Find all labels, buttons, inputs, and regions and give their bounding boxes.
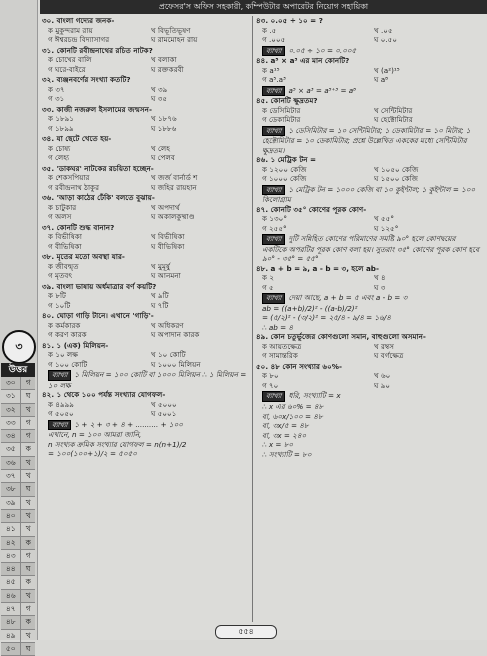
answer-letter: ক	[25, 537, 31, 547]
option: গ ১০টি	[48, 300, 71, 310]
answer-letter: ক	[25, 444, 31, 454]
options	[256, 165, 482, 184]
option: ক ৮০	[262, 371, 279, 381]
options	[42, 400, 250, 419]
option: ঘ ৯০	[374, 380, 391, 390]
explanation	[256, 185, 482, 205]
question-text: ৫০. ৪৮ কোন সংখ্যার ৬০%-	[256, 361, 342, 371]
explanation-label: ব্যাখ্যা	[262, 293, 285, 304]
answer-letter: খ	[25, 404, 31, 414]
options	[256, 66, 482, 85]
answer-number: ৪৯	[1, 630, 21, 642]
option: ঘ বীভিষিকা	[151, 241, 185, 251]
answer-row	[1, 630, 35, 643]
answer-number: ৪৩	[1, 550, 21, 562]
explanation	[256, 450, 482, 460]
question-block	[256, 362, 482, 391]
option: ক ৩৭	[48, 84, 65, 94]
option: ঘ ৭টি	[151, 300, 169, 310]
question-block	[256, 205, 482, 234]
answer-letter: খ	[25, 524, 31, 534]
explanation-text: = (৫/২)² - (৩/২)² = ২৫/৪ - ৯/৪ = ১৬/৪	[262, 313, 391, 323]
options	[42, 26, 250, 45]
question-text: ৩৯. বাংলা ভাষায় অর্ধমাত্রার বর্ণ কয়টি?	[42, 281, 157, 291]
explanation-text: বা, ৩x = ২৪০	[262, 430, 307, 440]
question-block	[42, 390, 250, 419]
option: খ ১৮৭৬	[151, 114, 177, 123]
question-text: ৩২. ব্যঞ্জনবর্ণের সংখ্যা কতটি?	[42, 75, 131, 84]
options	[256, 371, 482, 390]
answer-letter: খ	[25, 497, 31, 507]
option: ঘ ১৫০০ কেজি	[374, 174, 419, 184]
option: ক চোখের বালি	[48, 55, 92, 64]
option: খ রম্বস	[374, 341, 394, 351]
explanation-text: বা, ৬০x/১০০ = ৪৮	[262, 411, 323, 421]
answer-letter: খ	[25, 457, 31, 467]
answer-row	[1, 576, 35, 589]
option: ক ১৩০°	[262, 214, 287, 224]
answer-number: ৩৮	[1, 483, 21, 495]
option: খ ৫০০০	[151, 399, 177, 409]
options	[42, 350, 250, 369]
explanation	[256, 402, 482, 412]
options	[42, 321, 250, 340]
explanation-label: ব্যাখ্যা	[262, 391, 285, 402]
option: ক ৪৯৯৯	[48, 399, 74, 409]
options	[42, 203, 250, 222]
option: খ অধিকরণ	[151, 320, 184, 330]
option: ঘ অপাদান কারক	[151, 330, 200, 339]
question-text: ৪০. ঘোড়া গাড়ি টানে। এখানে 'গাড়ি'-	[42, 311, 154, 320]
question-text: ৪২. ১ থেকে ১০০ পর্যন্ত সংখ্যার যোগফল-	[42, 390, 166, 400]
answer-number: ৪৭	[1, 603, 21, 615]
question-text: ৩৪. যা ছেটে খেতে হয়-	[42, 134, 112, 143]
answer-number: ৪২	[1, 537, 21, 549]
answer-letter: ঘ	[25, 391, 31, 401]
column-divider	[252, 16, 253, 622]
answer-row	[1, 590, 35, 603]
answer-row	[1, 643, 35, 656]
option: ক ৮টি	[48, 291, 66, 300]
page-header: প্রফেসর'স অফিস সহকারী, কম্পিউটার অপারেটর নিয়োগ সহায়িকা	[40, 0, 487, 14]
option: ক ১২০০ কেজি	[262, 164, 307, 174]
option: গ ১৮৯৯	[48, 123, 74, 133]
option: খ ৪	[374, 273, 386, 283]
option: ক বিভীষিকা	[48, 232, 82, 241]
option: ঘ ১৮৮৬	[151, 123, 177, 133]
option: গ ২৫৫°	[262, 223, 287, 233]
answer-row	[1, 457, 35, 470]
explanation-label: ব্যাখ্যা	[262, 234, 285, 245]
options	[256, 273, 482, 292]
question-text: ৪৫. কোনটি ক্ষুদ্রতম?	[256, 96, 318, 106]
answer-number: ৩৭	[1, 470, 21, 482]
option: খ ৬০	[374, 371, 391, 381]
section-badge: ৩	[2, 330, 36, 364]
answer-number: ৪০	[1, 510, 21, 522]
option: ঘ আনমনা	[151, 271, 181, 280]
answer-row	[1, 430, 35, 443]
option: খ সেন্টিমিটার	[374, 105, 413, 115]
option: ক চাটুকার	[48, 202, 77, 212]
question-text: ৩১. কোনটি রবীন্দ্রনাথের রচিত নাটক?	[42, 45, 153, 55]
answer-row	[1, 470, 35, 483]
option: খ ৫৫°	[374, 214, 394, 224]
options	[42, 262, 250, 281]
answer-number: ৩৬	[1, 457, 21, 469]
option: গ ৩১	[48, 94, 65, 103]
option: ঘ রক্তকরবী	[151, 64, 184, 74]
explanation	[42, 420, 250, 431]
explanation-text: ১ + ২ + ৩ + ৪ + .......... + ১০০	[74, 419, 183, 429]
explanation	[42, 449, 250, 459]
question-block	[42, 105, 250, 134]
option: গ রবীন্দ্রনাথ ঠাকুর	[48, 182, 100, 192]
answer-number: ৪১	[1, 523, 21, 535]
question-block	[42, 341, 250, 370]
question-text: ৩০. বাংলা গদ্যের জনক-	[42, 16, 115, 25]
explanation	[256, 304, 482, 314]
question-block	[42, 223, 250, 252]
answer-number: ৩২	[1, 404, 21, 416]
explanation	[256, 234, 482, 264]
option: ঘ a⁸	[374, 75, 389, 85]
explanation-text: ∴ x এর ৬০% = ৪৮	[262, 402, 324, 412]
option: ক a¹⁵	[262, 65, 280, 75]
question-text: ৪৬. ১ মেট্রিক টন =	[256, 155, 317, 165]
options	[256, 342, 482, 361]
explanation	[256, 86, 482, 97]
explanation-text: ধরি, সংখ্যাটি = x	[288, 391, 341, 401]
explanation-text: ∴ ab = ৪	[262, 322, 294, 332]
explanation-label: ব্যাখ্যা	[262, 185, 285, 196]
question-text: ৩৫. 'ডাকঘর' নাটকের রচয়িতা হচ্ছেন-	[42, 163, 154, 173]
option: ঘ ০.৫০	[374, 35, 398, 44]
option: গ ডেকামিটার	[262, 115, 301, 125]
explanation	[256, 323, 482, 333]
question-block	[256, 264, 482, 293]
answer-number: ৩৫	[1, 443, 21, 455]
answer-number: ৩০	[1, 377, 21, 389]
answer-letter: গ	[25, 378, 31, 387]
option: ক চোষ্য	[48, 143, 71, 153]
option: ক .৫	[262, 25, 277, 35]
page-number: ৫৫৪	[215, 625, 277, 639]
explanation	[256, 421, 482, 431]
explanation	[256, 126, 482, 156]
option: গ অলস	[48, 212, 72, 221]
answer-letter: গ	[25, 431, 31, 441]
answer-number: ৩১	[1, 390, 21, 402]
option: খ লেহ	[151, 143, 171, 153]
answer-row	[1, 417, 35, 430]
options	[42, 232, 250, 251]
option: গ a⁵.a³	[262, 75, 286, 85]
options	[42, 173, 250, 192]
explanation	[256, 440, 482, 450]
option: ঘ ১০০০ মিলিয়ন	[151, 359, 201, 369]
answer-row	[1, 603, 35, 616]
explanation	[42, 430, 250, 440]
explanation-text: a⁵ × a³ = a⁵⁺³ = a⁸	[288, 85, 357, 95]
question-block	[42, 46, 250, 75]
explanation-text: ০.০৫ ÷ ১০ = ০.০০৫	[288, 45, 357, 55]
option: ঘ অকালকুষ্মাণ্ড	[151, 212, 195, 221]
option: গ ৭০	[262, 380, 279, 390]
options	[256, 214, 482, 233]
option: খ ৯টি	[151, 291, 169, 300]
question-block	[256, 96, 482, 125]
explanation-label: ব্যাখ্যা	[48, 370, 71, 381]
answer-row	[1, 616, 35, 629]
answer-letter: গ	[25, 417, 31, 427]
option: গ সামান্তরিক	[262, 351, 298, 361]
explanation-text: দেয়া আছে, a + b = ৫ এবং a - b = ৩	[288, 293, 408, 303]
option: গ লেহ্য	[48, 153, 70, 162]
question-block	[42, 311, 250, 340]
options	[42, 291, 250, 310]
option: ঘ বর্গক্ষেত্র	[374, 351, 404, 361]
option: গ ঘরে-বাইরে	[48, 64, 86, 74]
option: ক শেকসপিয়ার	[48, 173, 90, 182]
question-block	[256, 56, 482, 85]
answer-letter: ঘ	[25, 643, 31, 653]
explanation-text: ১ মিলিয়ন = ১০০ কোটি বা ১০০০ মিলিয়ন ∴ ১ মিলিয়ন = ১০ লক্ষ	[48, 370, 247, 390]
option: খ বিভীষিকা	[151, 232, 185, 241]
options	[42, 85, 250, 104]
explanation-text: = ১০০(১০০+১)/২ = ৫০৫০	[48, 449, 137, 459]
explanation	[256, 46, 482, 57]
explanation-text: ∴ x = ৮০	[262, 440, 294, 450]
explanation	[256, 391, 482, 402]
option: ক আয়তক্ষেত্র	[262, 341, 302, 351]
answer-letter: ক	[25, 617, 31, 627]
explanation	[256, 431, 482, 441]
question-text: ৪৩. ০.০৫ ÷ ১০ = ?	[256, 16, 323, 25]
option: গ ১০০০ কেজি	[262, 174, 307, 184]
answer-row	[1, 404, 35, 417]
explanation-label: ব্যাখ্যা	[262, 126, 285, 137]
option: গ বীভিষিকা	[48, 241, 82, 251]
answer-number: ৪৪	[1, 563, 21, 575]
option: গ .০০৫	[262, 35, 286, 44]
option: ঘ ৩৫	[151, 94, 168, 103]
option: ঘ ১২৫°	[374, 223, 399, 233]
question-block	[256, 332, 482, 361]
question-text: ৩৮. মৃতের মতো অবস্থা যার-	[42, 252, 125, 261]
question-text: ৪৮. a + b = ৯, a - b = ৩, হলে ab-	[256, 263, 379, 273]
question-block	[42, 252, 250, 281]
answer-row	[1, 443, 35, 456]
option: খ বিভূতিভূষণ	[151, 25, 191, 35]
answer-letter: খ	[25, 510, 31, 520]
option: খ বলাকা	[151, 55, 177, 64]
question-text: ৩৩. কাজী নজরুল ইসলামের জন্মসন-	[42, 104, 152, 114]
question-block	[42, 282, 250, 311]
option: ঘ হেক্টোমিটার	[374, 115, 413, 125]
option: গ মৃতবৎ	[48, 271, 73, 280]
option: গ ঈশ্বরচন্দ্র বিদ্যাসাগর	[48, 35, 110, 44]
answer-row	[1, 563, 35, 576]
answer-row	[1, 523, 35, 536]
answer-letter: খ	[25, 471, 31, 481]
option: ক ডেসিমিটার	[262, 105, 301, 115]
explanation	[256, 293, 482, 304]
explanation-text: দুটি সন্নিহিত কোণের পরিমাণের সমষ্টি ৯০° হলে কোণদ্বয়ের একটিকে অপরটির পূরক কোণ বলা হয়। সুতরাং ৩৫° কোণের পূরক কোণ হবে ৯০° - ৩৫° = ৫৫°	[262, 234, 480, 264]
answer-number: ৩৩	[1, 417, 21, 429]
option: গ ৫	[262, 282, 274, 292]
question-text: ৩৭. কোনটি শুদ্ধ বানান?	[42, 222, 115, 232]
explanation-text: n সংখ্যক ক্রমিক সংখ্যার যোগফল = n(n+1)/2	[48, 439, 187, 449]
option: খ ১০ কোটি	[151, 350, 186, 359]
explanation-label: ব্যাখ্যা	[262, 46, 285, 57]
question-text: ৪১. ১ (এক) মিলিয়ন-	[42, 340, 109, 350]
option: খ অপদার্থ	[151, 202, 180, 212]
answer-letter: ঘ	[25, 484, 31, 494]
answer-number: ৫০	[1, 643, 21, 655]
answer-row	[1, 537, 35, 550]
explanation-text: বা, ৩x/৫ = ৪৮	[262, 421, 309, 431]
option: ঘ ৫০০১	[151, 409, 177, 419]
option: খ ৩৯	[151, 84, 168, 94]
question-text: ৩৬. 'আড়া কাঠের ঢেঁকি' বলতে বুঝায়-	[42, 193, 155, 202]
answer-letter: গ	[25, 550, 31, 560]
options	[42, 114, 250, 133]
explanation	[256, 313, 482, 323]
explanation-text: ১ মেট্রিক টন = ১০০০ কেজি বা ১০ কুইন্টাল; ১ কুইন্টাল = ১০০ কিলোগ্রাম	[262, 184, 476, 205]
options	[42, 144, 250, 163]
answer-number: ৪৬	[1, 590, 21, 602]
option: ক মুকুন্দরাম রায়	[48, 25, 93, 35]
answer-row	[1, 510, 35, 523]
question-block	[42, 134, 250, 163]
answer-letter: ঘ	[25, 564, 31, 574]
answer-row	[1, 550, 35, 563]
explanation-text: ১ ডেসিমিটার = ১০ সেন্টিমিটার; ১ ডেকামিটার = ১০ মিটার; ১ হেক্টোমিটার = ১০ ডেকামিটার; প্রশ্নে উল্লেখিত এককের মধ্যে সেন্টিমিটার ক্ষুদ্রতম।	[262, 125, 471, 155]
option: ঘ ৩	[374, 282, 386, 292]
option: ক জীবন্মৃত	[48, 261, 79, 271]
option: খ জর্জ বার্নার্ড শ	[151, 173, 198, 182]
explanation-text: ∴ সংখ্যাটি = ৮০	[262, 449, 312, 459]
answer-row	[1, 390, 35, 403]
answer-table	[1, 377, 35, 656]
option: খ ১০৫০ কেজি	[374, 164, 419, 174]
question-block	[42, 75, 250, 104]
answer-row	[1, 483, 35, 496]
explanation	[42, 440, 250, 450]
left-column	[42, 16, 250, 459]
explanation	[42, 370, 250, 390]
question-block	[256, 155, 482, 184]
option: খ মুমূর্ষু	[151, 261, 170, 271]
options	[256, 106, 482, 125]
option: খ .০৫	[374, 25, 393, 35]
option: ঘ জহির রায়হান	[151, 182, 197, 192]
option: ঘ রামমোহন রায়	[151, 35, 198, 44]
explanation-text: ab = ((a+b)/2)² - ((a-b)/2)²	[262, 303, 358, 313]
option: ক কর্মকারক	[48, 320, 81, 330]
right-column	[256, 16, 482, 459]
explanation	[256, 412, 482, 422]
option: ঘ পেলব	[151, 153, 175, 162]
question-text: ৪৪. a⁵ × a³ এর মান কোনটি?	[256, 56, 350, 66]
answer-letter: খ	[25, 590, 31, 600]
options	[256, 26, 482, 45]
question-block	[256, 16, 482, 45]
option: গ করণ কারক	[48, 330, 87, 339]
option: ক ২	[262, 273, 274, 283]
option: ক ১০ লক্ষ	[48, 350, 79, 359]
answer-row	[1, 497, 35, 510]
question-text: ৪৯. কোন চতুর্ভুজের কোণগুলো সমান, বাহুগুলো অসমান-	[256, 332, 426, 342]
question-text: ৪৭. কোনটি ৩৫° কোণের পূরক কোণ-	[256, 204, 367, 214]
option: খ (a²)¹⁵	[374, 65, 400, 75]
option: ক ১৮৯১	[48, 114, 74, 123]
question-block	[42, 193, 250, 222]
answer-letter: ক	[25, 577, 31, 587]
explanation-text: এখানে, n = ১০০ আমরা জানি,	[48, 430, 142, 440]
answer-number: ৪৫	[1, 576, 21, 588]
explanation-label: ব্যাখ্যা	[48, 420, 71, 431]
answer-number: ৩৯	[1, 497, 21, 509]
answer-heading: উত্তর	[1, 363, 35, 377]
answer-number: ৪৮	[1, 616, 21, 628]
explanation-label: ব্যাখ্যা	[262, 86, 285, 97]
option: গ ১০০ কোটি	[48, 359, 88, 369]
answer-letter: গ	[25, 604, 31, 614]
answer-number: ৩৪	[1, 430, 21, 442]
options	[42, 55, 250, 74]
option: গ ৫০৫০	[48, 409, 74, 419]
question-block	[42, 16, 250, 45]
answer-letter: খ	[25, 630, 31, 640]
question-block	[42, 164, 250, 193]
answer-row	[1, 377, 35, 390]
